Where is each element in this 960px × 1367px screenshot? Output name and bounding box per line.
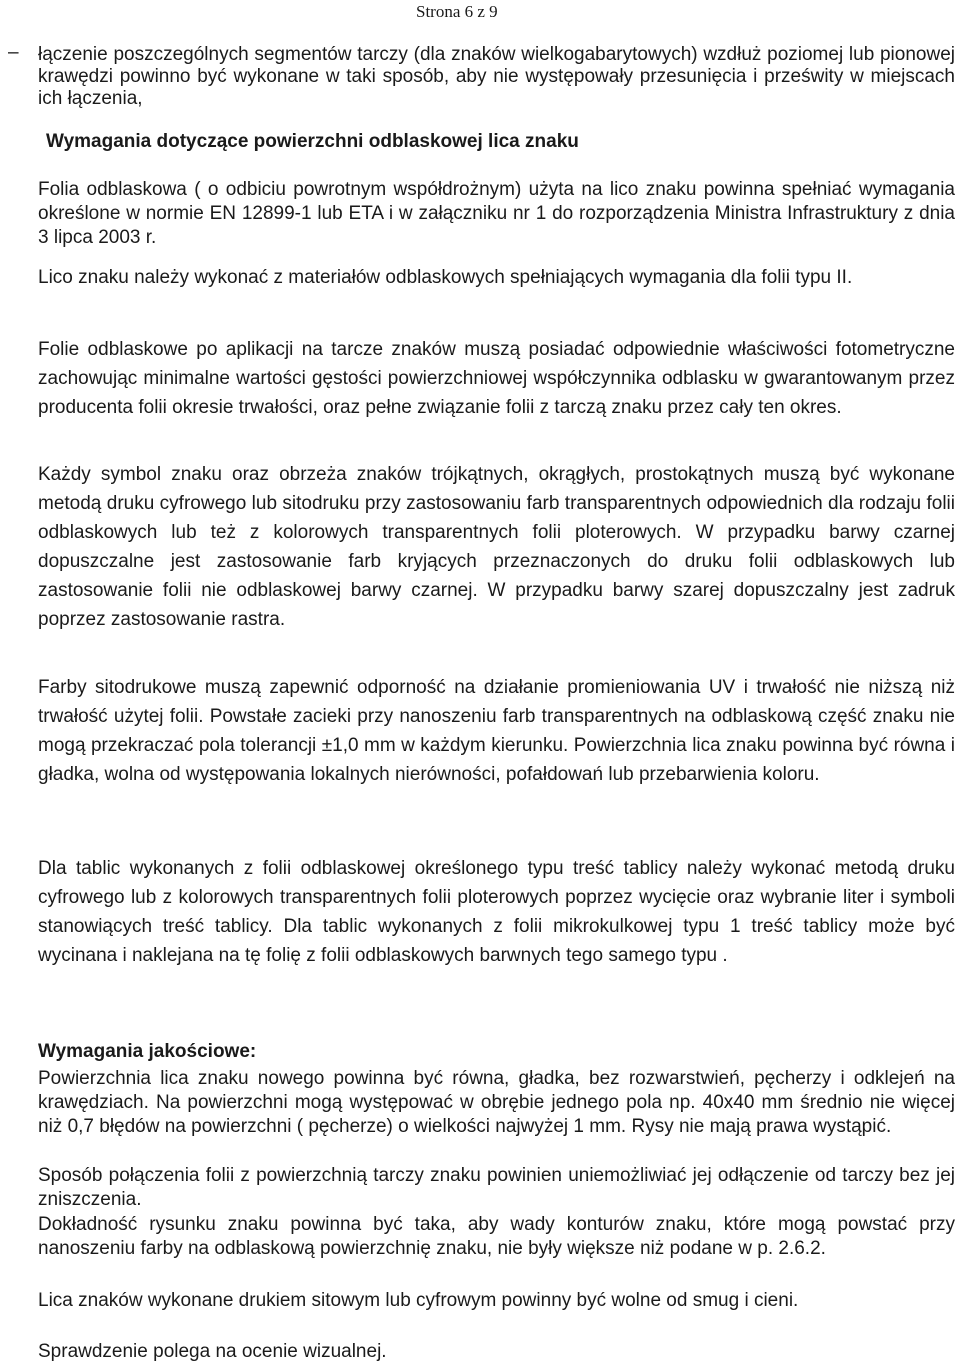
paragraph-visual-inspection: Sprawdzenie polega na ocenie wizualnej. xyxy=(38,1341,387,1362)
paragraph-sign-content: Dla tablic wykonanych z folii odblaskowej określonego typu treść tablicy należy wykonać metodą druku cyfrowego lub z kolorowych transparentnych folii ploterowych poprzez wycięcie oraz wybranie liter i symboli stanowiących treść tablicy. Dla tablic wykonanych z folii mikrokulkowej typu 1 treść tablicy może być wycinana i naklejana na tę folię z folii odblaskowych barwnych tego samego typu . xyxy=(38,858,955,966)
dash-item-text: łączenie poszczególnych segmentów tarczy (dla znaków wielkogabarytowych) wzdłuż poziomej lub pionowej krawędzi powinno być wykonane w taki sposób, aby nie występowały przesunięcia i prześwity w miejscach ich łączenia, xyxy=(38,44,955,109)
dash-bullet: – xyxy=(8,42,19,63)
paragraph-material-type: Lico znaku należy wykonać z materiałów odblaskowych spełniających wymagania dla folii typu II. xyxy=(38,267,853,288)
paragraph-printing-methods: Każdy symbol znaku oraz obrzeża znaków trójkątnych, okrągłych, prostokątnych muszą być wykonane metodą druku cyfrowego lub sitodruku przy zastosowaniu farb transparentnych odpowiednich dla rodzaju folii odblaskowych lub też z kolorowych transparentnych folii ploterowych. W przypadku barwy czarnej dopuszczalne jest zastosowanie farb kryjących przeznaczonych do druku folii odblaskowych lub zastosowanie folii nie odblaskowej barwy czarnej. W przypadku barwy szarej dopuszczalny jest zadruk poprzez zastosowanie rastra. xyxy=(38,464,955,630)
section-heading-quality: Wymagania jakościowe: xyxy=(38,1041,257,1062)
paragraph-screen-printing-inks: Farby sitodrukowe muszą zapewnić odporność na działanie promieniowania UV i trwałość nie niższą niż trwałość użytej folii. Powstałe zacieki przy nanoszeniu farb transparentnych na odblaskową część znaku nie mogą przekraczać pola tolerancji ±1,0 mm w każdym kierunku. Powierzchnia lica znaku powinna być równa i gładka, wolna od występowania lokalnych nierówności, pofałdowań lub przebarwienia koloru. xyxy=(38,677,955,785)
paragraph-foil-bonding: Sposób połączenia folii z powierzchnią tarczy znaku powinien uniemożliwiać jej odłączenie od tarczy bez jej zniszczenia. xyxy=(38,1165,955,1210)
paragraph-print-cleanliness: Lica znaków wykonane drukiem sitowym lub cyfrowym powinny być wolne od smug i cieni. xyxy=(38,1290,799,1311)
page-number: Strona 6 z 9 xyxy=(416,2,498,21)
paragraph-surface-quality: Powierzchnia lica znaku nowego powinna być równa, gładka, bez rozwarstwień, pęcherzy i odklejeń na krawędziach. Na powierzchni mogą występować w obrębie jednego pola np. 40x40 mm średnio nie więcej niż 0,7 błędów na powierzchni ( pęcherze) o wielkości najwyżej 1 mm. Rysy nie mają prawa wystąpić. xyxy=(38,1068,955,1137)
paragraph-photometric-properties: Folie odblaskowe po aplikacji na tarcze znaków muszą posiadać odpowiednie właściwości fotometryczne zachowując minimalne wartości gęstości powierzchniowej współczynnika odblasku w gwarantowanym przez producenta folii okresie trwałości, oraz pełne związanie folii z tarczą znaku przez cały ten okres. xyxy=(38,339,955,418)
section-heading-reflective-surface: Wymagania dotyczące powierzchni odblaskowej lica znaku xyxy=(46,131,579,152)
dash-list-item xyxy=(8,42,955,110)
paragraph-drawing-accuracy: Dokładność rysunku znaku powinna być taka, aby wady konturów znaku, które mogą powstać przy nanoszeniu farby na odblaskową powierzchnię znaku, nie były większe niż podane w p. 2.6.2. xyxy=(38,1214,955,1259)
paragraph-reflective-foil: Folia odblaskowa ( o odbiciu powrotnym współdrożnym) użyta na lico znaku powinna spełniać wymagania określone w normie EN 12899-1 lub ETA i w załączniku nr 1 do rozporządzenia Ministra Infrastruktury z dnia 3 lipca 2003 r. xyxy=(38,179,955,248)
